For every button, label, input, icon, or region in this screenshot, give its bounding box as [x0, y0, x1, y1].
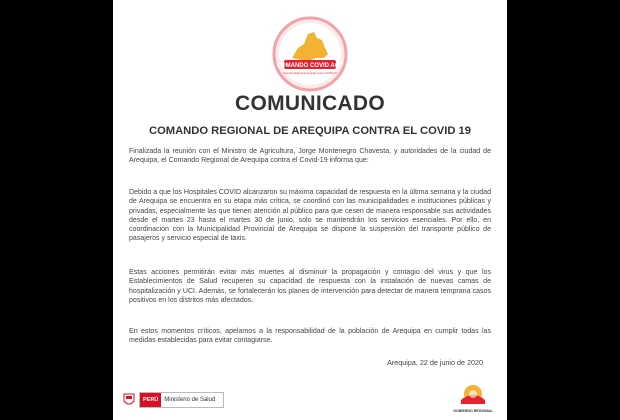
logo-tagline: Comando Regional de Arequipa contra el COVID-19	[283, 73, 337, 75]
peru-coat-of-arms-icon	[123, 393, 135, 407]
regional-government-logo	[453, 380, 493, 416]
paragraph-intro: Finalizada la reunión con el Ministro de Agricultura, Jorge Montenegro Chavesta, y autoridades de la ciudad de Arequipa, el Comando Regional de Arequipa contra el Covid-19 informa que:	[129, 148, 491, 165]
regional-sun-logo-icon	[453, 380, 493, 410]
paragraph-measures: Debido a que los Hospitales COVID alcanzaron su máxima capacidad de respuesta en la última semana y la ciudad de Arequipa se encuentra en su etapa más crítica, se coordinó con las municipalidades e instituciones públicas y privadas, especialmente las que tienen atención al público para que cesen de manera responsable sus actividades desde el martes 23 hasta el martes 30 de junio, solo se mantendrán los servicios esenciales. Por ello, en coordinación con la Municipalidad Provincial de Arequipa se dispone la suspensión del transporte público de pasajeros y servicio especial de taxis.	[129, 189, 491, 243]
regional-gov-label: GOBIERNO REGIONAL	[453, 409, 493, 413]
page-subtitle: COMANDO REGIONAL DE AREQUIPA CONTRA EL COVID 19	[149, 125, 471, 137]
date-line: Arequipa, 22 de junio de 2020	[387, 358, 483, 367]
logo-name: COMANDO COVID AQP	[276, 63, 344, 69]
paragraph-appeal: En estos momentos críticos, apelamos a la responsabilidad de la población de Arequipa en cumplir todas las medidas establecidas para evitar contagiarse.	[129, 328, 491, 345]
peru-tag: PERÚ	[140, 393, 161, 407]
paragraph-actions: Estas acciones permitirán evitar más muertes al disminuir la propagación y contagio del virus y que los Establecimientos de Salud recuperen su capacidad de respuesta con la instalación de nuevas camas de hospitalización y UCI. Además, se fortalecerán los planes de intervención para detectar de manera temprana casos positivos en los distritos más afectados.	[129, 269, 491, 304]
comando-covid-logo	[270, 14, 350, 94]
ministry-logo	[139, 392, 224, 408]
communique-page	[113, 0, 507, 420]
ministry-footer	[123, 391, 224, 409]
ministry-label: Ministerio de Salud	[164, 397, 216, 403]
page-title: COMUNICADO	[235, 92, 385, 115]
